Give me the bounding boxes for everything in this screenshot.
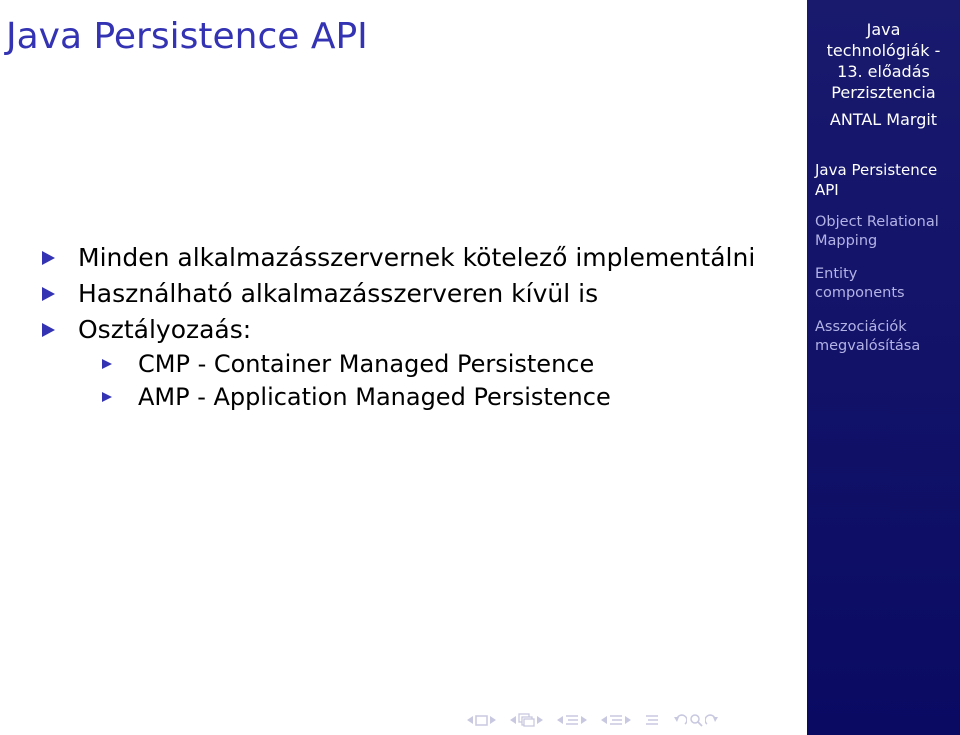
nav-frame-group (466, 712, 497, 728)
bullet-text: Minden alkalmazásszervernek kötelező implementálni (78, 243, 756, 272)
nav-appendix-group (644, 712, 660, 728)
sidebar-item-orm[interactable] (815, 213, 957, 251)
sidebar-section-line: Mapping (815, 233, 878, 249)
nav-right-arrow-icon[interactable] (537, 712, 543, 728)
triangle-bullet-icon (42, 287, 55, 301)
back-icon[interactable] (673, 712, 687, 728)
sub-bullet-text: AMP - Application Managed Persistence (138, 383, 611, 411)
nav-left-arrow-icon[interactable] (601, 712, 607, 728)
frame-title: Java Persistence API (6, 16, 368, 57)
subsection-icon[interactable] (518, 712, 535, 728)
frame-icon[interactable] (475, 712, 488, 728)
sidebar-item-entity-components[interactable] (815, 265, 957, 303)
triangle-bullet-icon (42, 251, 55, 265)
small-triangle-bullet-icon (102, 359, 112, 369)
small-triangle-bullet-icon (102, 392, 112, 402)
nav-left-arrow-icon[interactable] (467, 712, 473, 728)
sidebar-item-current-section[interactable] (815, 160, 957, 200)
nav-right-arrow-icon[interactable] (625, 712, 631, 728)
sidebar-section-line: Object Relational (815, 214, 939, 230)
sidebar-item-associations[interactable] (815, 318, 957, 356)
nav-right-arrow-icon[interactable] (490, 712, 496, 728)
sub-bullet-list (78, 348, 800, 414)
bullet-item (42, 240, 800, 276)
appendix-icon[interactable] (645, 712, 659, 728)
sub-bullet-text: CMP - Container Managed Persistence (138, 350, 595, 378)
sub-bullet-item (102, 381, 800, 414)
sidebar-title-line: Perzisztencia (831, 83, 936, 102)
presentation-icon[interactable] (609, 712, 623, 728)
sidebar-title-line: Java (866, 20, 901, 39)
bullet-text: Használható alkalmazásszerveren kívül is (78, 279, 599, 308)
sub-bullet-item (102, 348, 800, 381)
sidebar-author[interactable]: ANTAL Margit (829, 110, 938, 129)
sidebar-title-line: technológiák - (826, 41, 941, 60)
nav-left-arrow-icon[interactable] (510, 712, 516, 728)
sidebar (807, 0, 960, 735)
nav-section-group (556, 712, 588, 728)
bullet-list (0, 240, 800, 414)
sidebar-section-line: Entity (815, 266, 858, 282)
sidebar-section-line: API (815, 181, 839, 199)
sidebar-section-line: components (815, 285, 905, 301)
bullet-item (42, 276, 800, 312)
forward-icon[interactable] (705, 712, 719, 728)
sidebar-presentation-title[interactable] (807, 19, 960, 103)
nav-left-arrow-icon[interactable] (557, 712, 563, 728)
nav-subsection-group (509, 712, 544, 728)
bullet-text: Osztályozaás: (78, 315, 252, 344)
sidebar-section-line: Java Persistence (815, 161, 938, 179)
nav-presentation-group (600, 712, 632, 728)
search-icon[interactable] (689, 712, 703, 728)
nav-right-arrow-icon[interactable] (581, 712, 587, 728)
navigation-bar (466, 711, 732, 729)
sidebar-title-line: 13. előadás (837, 62, 930, 81)
nav-search-group (672, 712, 720, 728)
bullet-item (42, 312, 800, 414)
sidebar-section-line: Asszociációk (815, 319, 907, 335)
section-icon[interactable] (565, 712, 579, 728)
sidebar-section-line: megvalósítása (815, 338, 921, 354)
triangle-bullet-icon (42, 323, 55, 337)
frame-content (0, 240, 800, 414)
